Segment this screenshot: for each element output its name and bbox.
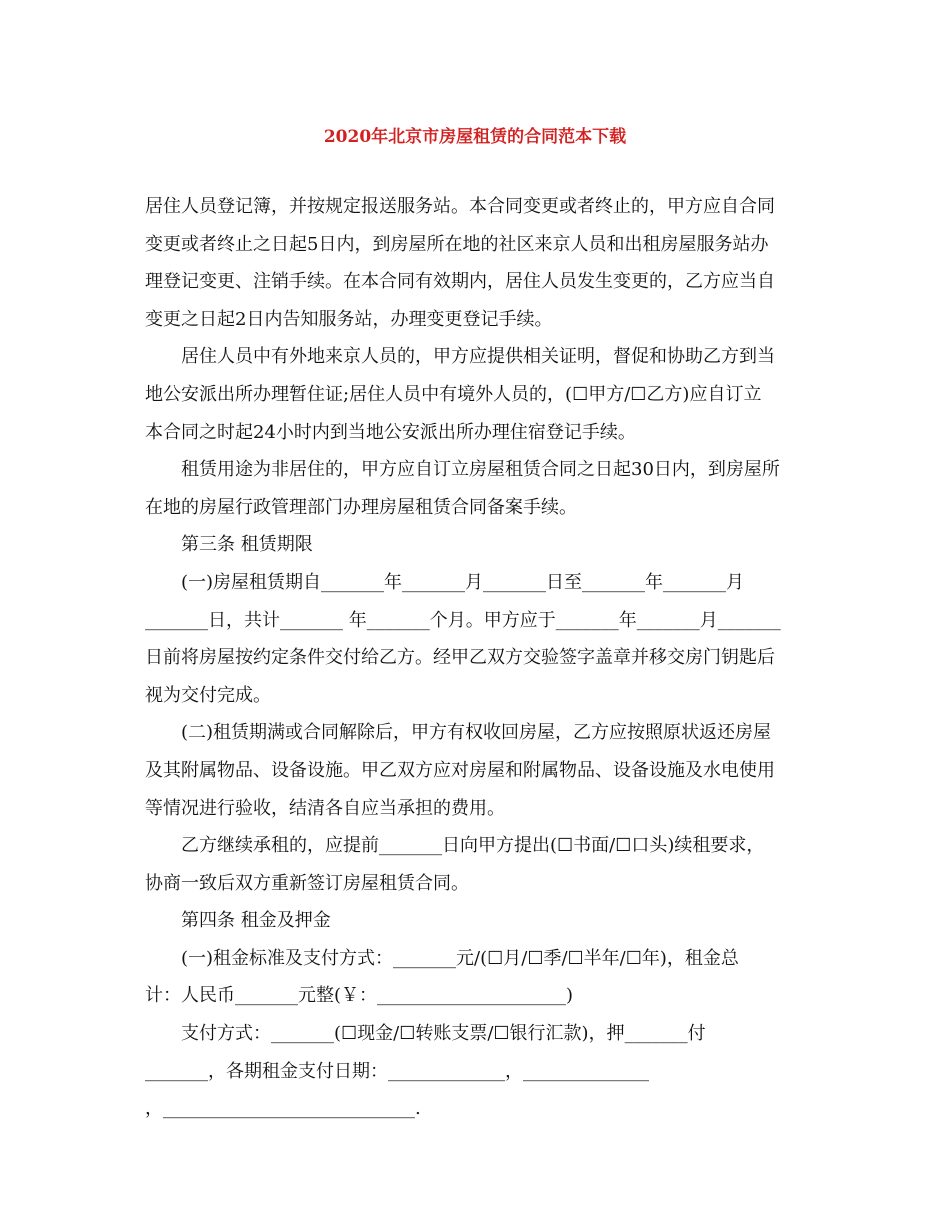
text-line: 在地的房屋行政管理部门办理房屋租赁合同备案手续。 <box>145 496 577 518</box>
text-line: 日前将房屋按约定条件交付给乙方。经甲乙双方交验签字盖章并移交房门钥匙后 <box>145 647 775 669</box>
text-line: 居住人员中有外地来京人员的，甲方应提供相关证明，督促和协助乙方到当 <box>181 346 775 368</box>
text-line: 居住人员登记簿，并按规定报送服务站。本合同变更或者终止的，甲方应自合同 <box>145 196 775 217</box>
section-heading: 第三条 租赁期限 <box>181 534 313 556</box>
text-line: _______日，共计_______ 年_______个月。甲方应于_______年_______月_______ <box>145 609 781 631</box>
text-line: 计：人民币_______元整(￥：_____________________) <box>145 985 574 1007</box>
paragraph-10 <box>145 1015 809 1128</box>
paragraph-5 <box>145 564 809 714</box>
text-line: (一)房屋租赁期自_______年_______月_______日至_______年_______月 <box>181 571 745 593</box>
text-line: (二)租赁期满或合同解除后，甲方有权收回房屋，乙方应按照原状返还房屋 <box>181 722 772 744</box>
text-line: 视为交付完成。 <box>145 684 271 706</box>
paragraph-7 <box>145 827 809 902</box>
text-line: 地公安派出所办理暂住证;居住人员中有境外人员的，(☐甲方/☐乙方)应自订立 <box>145 383 762 405</box>
text-line: 等情况进行验收，结清各自应当承担的费用。 <box>145 797 505 819</box>
text-line: 支付方式：_______(☐现金/☐转账支票/☐银行汇款)，押_______付 <box>181 1023 706 1045</box>
text-line: 租赁用途为非居住的，甲方应自订立房屋租赁合同之日起30日内，到房屋所 <box>181 459 780 481</box>
section-heading-3 <box>145 526 809 564</box>
text-line: 协商一致后双方重新签订房屋租赁合同。 <box>145 872 469 894</box>
section-heading-4 <box>145 902 809 940</box>
paragraph-6 <box>145 714 809 827</box>
document-body <box>145 188 809 1128</box>
text-line: 变更或者终止之日起5日内，到房屋所在地的社区来京人员和出租房屋服务站办 <box>145 233 769 255</box>
paragraph-3 <box>145 451 809 526</box>
text-line: 乙方继续承租的，应提前_______日向甲方提出(☐书面/☐口头)续租要求， <box>181 835 765 857</box>
text-line: (一)租金标准及支付方式：_______元/(☐月/☐季/☐半年/☐年)，租金总 <box>181 947 739 969</box>
text-line: 变更之日起2日内告知服务站，办理变更登记手续。 <box>145 308 553 330</box>
text-line: 理登记变更、注销手续。在本合同有效期内，居住人员发生变更的，乙方应当自 <box>145 271 775 293</box>
section-heading: 第四条 租金及押金 <box>181 910 331 932</box>
paragraph-2 <box>145 338 809 451</box>
text-line: ，____________________________. <box>145 1098 421 1120</box>
text-line: _______，各期租金支付日期：_____________，______________ <box>145 1060 649 1082</box>
paragraph-9 <box>145 940 809 1015</box>
text-line: 及其附属物品、设备设施。甲乙双方应对房屋和附属物品、设备设施及水电使用 <box>145 759 775 781</box>
document-title: 2020年北京市房屋租赁的合同范本下载 <box>323 127 627 147</box>
paragraph-1 <box>145 188 809 338</box>
text-line: 本合同之时起24小时内到当地公安派出所办理住宿登记手续。 <box>145 421 636 443</box>
